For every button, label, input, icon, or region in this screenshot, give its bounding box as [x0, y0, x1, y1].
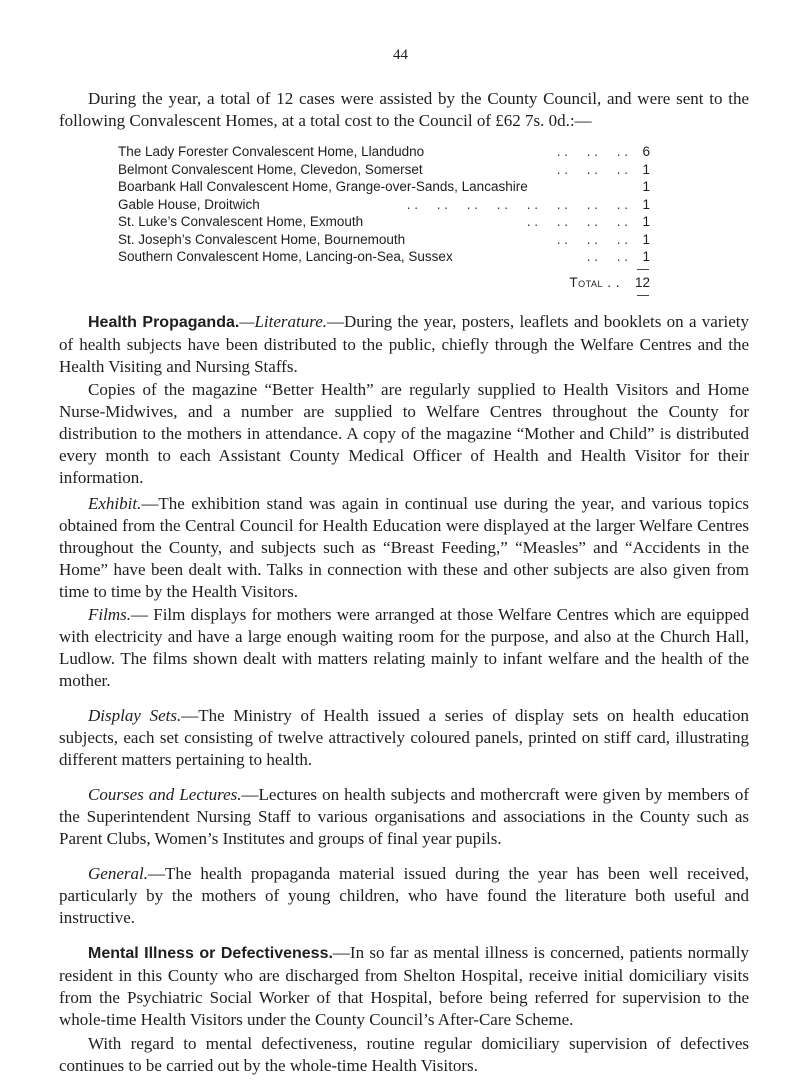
- table-row: [118, 161, 650, 179]
- health-propaganda-heading: Health Propaganda.: [88, 314, 240, 331]
- home-name: St. Joseph’s Convalescent Home, Bournemouth: [118, 231, 406, 247]
- display-sets-label: Display Sets.: [88, 706, 182, 725]
- total-rule-top: [637, 269, 649, 270]
- home-count: 6: [642, 144, 650, 159]
- films-label: Films.: [88, 605, 131, 624]
- home-count: 1: [642, 179, 650, 194]
- table-row: [118, 178, 650, 196]
- intro-paragraph: [59, 88, 749, 132]
- films-text: — Film displays for mothers were arranged at those Welfare Centres which are equipped with electricity and have a large enough waiting room for the purpose, and also at the Church Hall, Ludlow. The films shown dealt with matters relating mainly to infant welfare and the health of the mother.: [59, 605, 749, 690]
- general-label: General.: [88, 864, 148, 883]
- courses-paragraph: [59, 784, 749, 850]
- table-row: [118, 231, 650, 249]
- films-paragraph: [59, 604, 749, 692]
- leader-dots: . . . . . . . . . . . . . . . .: [406, 196, 628, 212]
- leader-dots: . . . . . .: [556, 231, 628, 247]
- total-value: 12: [634, 275, 650, 290]
- mental-illness-paragraph: [59, 942, 749, 1031]
- display-sets-paragraph: [59, 705, 749, 771]
- general-text: —The health propaganda material issued during the year has been well received, particularly by the mothers of young children, who have found the literature both useful and instructive.: [59, 864, 749, 927]
- magazine-paragraph: Copies of the magazine “Better Health” are regularly supplied to Health Visitors and Home Nurse-Midwives, and a number are supplied to Welfare Centres throughout the County for distribution to the mothers in attendance. A copy of the magazine “Mother and Child” is distributed every month to each Assistant County Medical Officer of Health and Health Visitor for their information.: [59, 380, 749, 487]
- defectiveness-paragraph: With regard to mental defectiveness, routine regular domiciliary supervision of defectives continues to be carried out by the whole-time Health Visitors.: [59, 1034, 749, 1075]
- health-propaganda-paragraph: [59, 311, 749, 378]
- home-name: Gable House, Droitwich: [118, 196, 260, 212]
- general-paragraph: [59, 863, 749, 929]
- display-sets-text: —The Ministry of Health issued a series of display sets on health education subjects, each set consisting of twelve attractively coloured panels, printed on stiff card, illustrating different matters pertaining to health.: [59, 706, 749, 769]
- mental-illness-text: —In so far as mental illness is concerned, patients normally resident in this County who are discharged from Shelton Hospital, receive initial domiciliary visits from the Psychiatric Social Worker of that Hospital, before being referred for supervision to the whole-time Health Visitors under the County Council’s After-Care Scheme.: [59, 943, 749, 1029]
- exhibit-paragraph: [59, 493, 749, 603]
- total-rule-bottom: [637, 295, 649, 296]
- total-row: [118, 274, 650, 292]
- home-count: 1: [642, 214, 650, 229]
- home-name: St. Luke’s Convalescent Home, Exmouth: [118, 214, 364, 229]
- home-name: The Lady Forester Convalescent Home, Llandudno: [118, 144, 425, 159]
- intro-text: During the year, a total of 12 cases were assisted by the County Council, and were sent to the following Convalescent Homes, at a total cost to the Council of £62 7s. 0d.:—: [59, 89, 749, 130]
- mental-illness-heading: Mental Illness or Defectiveness.: [88, 945, 333, 962]
- total-label: Total . .: [569, 275, 620, 290]
- home-name: Southern Convalescent Home, Lancing-on-Sea, Sussex: [118, 249, 453, 264]
- table-row: [118, 143, 650, 161]
- exhibit-label: Exhibit.: [88, 494, 142, 513]
- exhibit-text: —The exhibition stand was again in continual use during the year, and various topics obtained from the Central Council for Health Education were displayed at the larger Welfare Centres throughout the County, and subjects such as “Breast Feeding,” “Measles” and “Accidents in the Home” have been dealt with. Talks in connection with these and other subjects are also given from time to time by the Health Visitors.: [59, 494, 749, 601]
- home-count: 1: [642, 231, 650, 247]
- leader-dots: . . . . . .: [556, 161, 628, 177]
- home-name: Belmont Convalescent Home, Clevedon, Somerset: [118, 161, 423, 177]
- health-propaganda-text: —During the year, posters, leaflets and booklets on a variety of health subjects have been distributed to the public, chiefly through the Welfare Centres and the Health Visiting and Nursing Staffs.: [59, 312, 749, 376]
- home-count: 1: [642, 196, 650, 212]
- home-count: 1: [642, 249, 650, 264]
- leader-dots: . . . .: [586, 249, 628, 264]
- literature-subheading: —Literature.: [239, 312, 328, 331]
- leader-dots: . . . . . .: [556, 144, 628, 159]
- home-name: Boarbank Hall Convalescent Home, Grange-over-Sands, Lancashire: [118, 179, 528, 194]
- table-row: [118, 213, 650, 231]
- convalescent-homes-table: [118, 143, 650, 290]
- leader-dots: . . . . . . . .: [526, 214, 628, 229]
- page-number: 44: [393, 47, 408, 63]
- table-row: [118, 196, 650, 214]
- table-row: [118, 248, 650, 266]
- home-count: 1: [642, 161, 650, 177]
- courses-label: Courses and Lectures.: [88, 785, 242, 804]
- courses-text: —Lectures on health subjects and mothercraft were given by members of the Superintendent Nursing Staff to various organisations and associations in the County such as Parent Clubs, Women’s Institutes and groups of final year pupils.: [59, 785, 749, 848]
